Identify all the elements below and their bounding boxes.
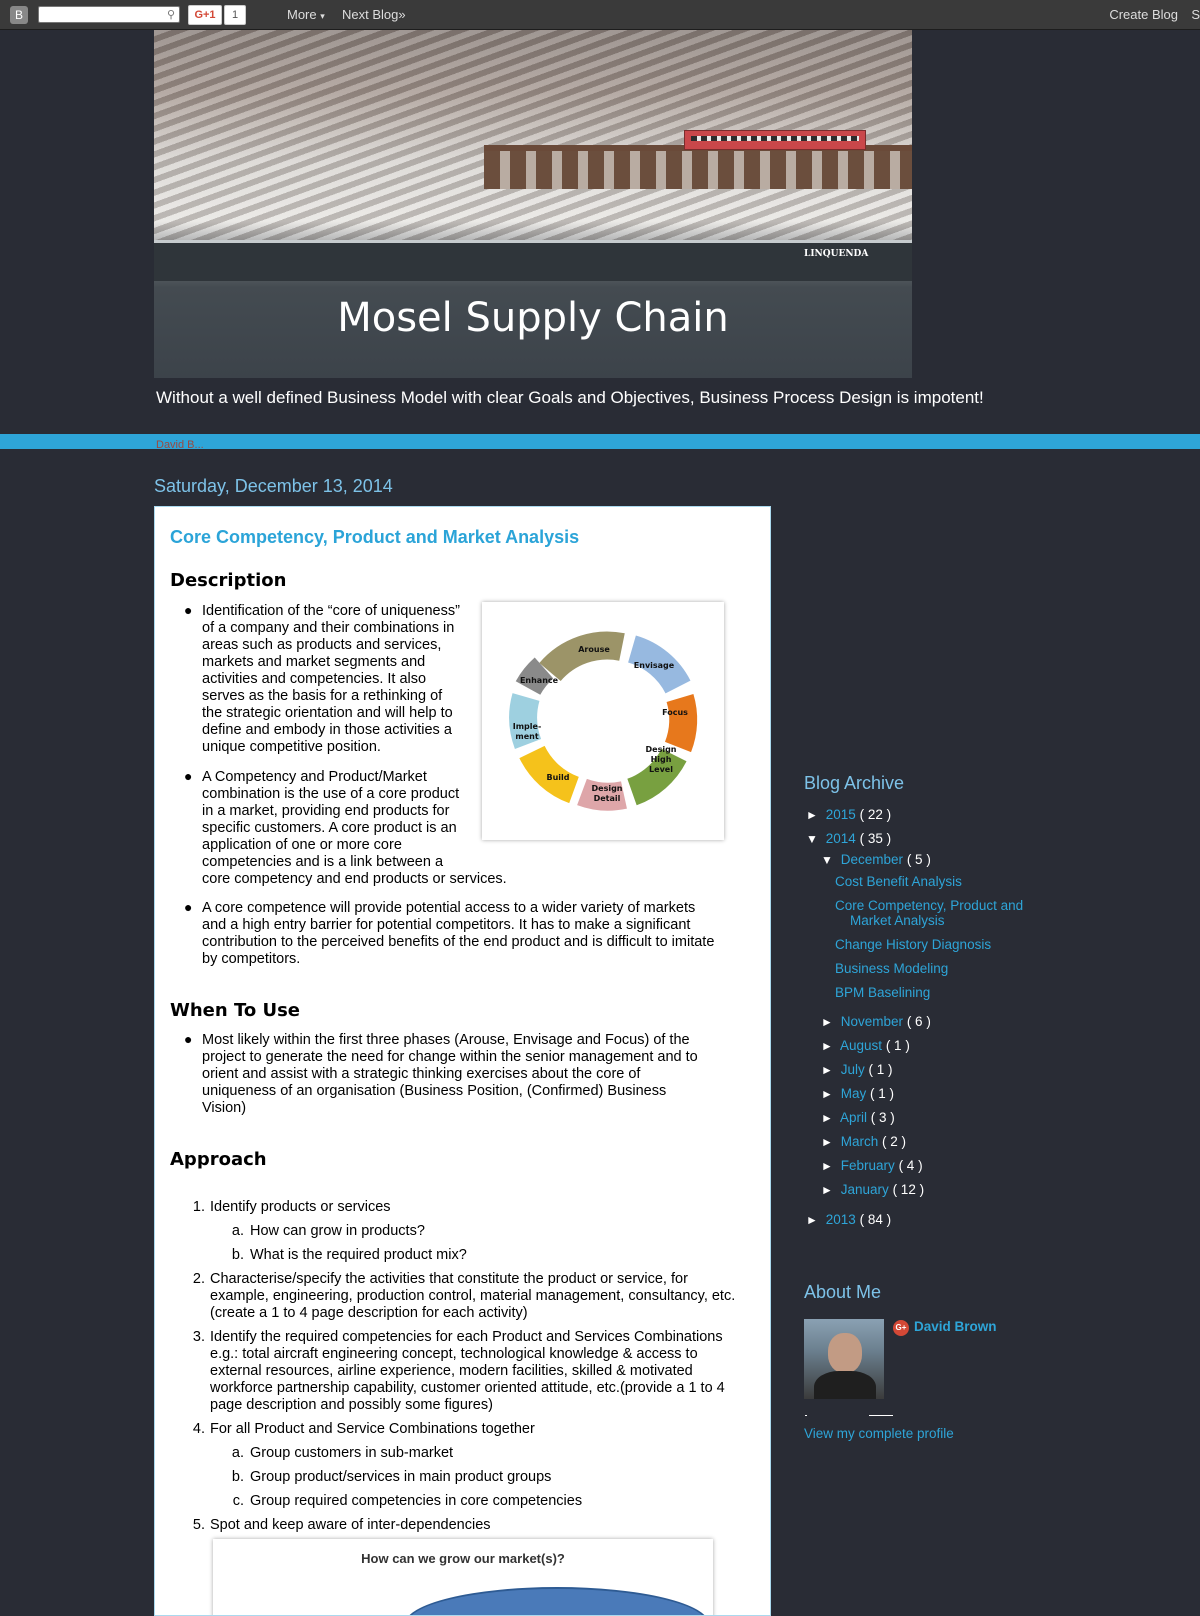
- month-link[interactable]: December: [840, 852, 904, 867]
- archive-post-link[interactable]: Core Competency, Product and Market Analysis: [835, 898, 1024, 928]
- archive-month-may[interactable]: [821, 1086, 894, 1101]
- archive-year-2013[interactable]: [806, 1212, 891, 1227]
- expand-toggle-icon[interactable]: ►: [821, 1063, 833, 1077]
- label-envisage: Envisage: [633, 661, 675, 670]
- post-count: ( 1 ): [868, 1062, 893, 1077]
- post-title[interactable]: Core Competency, Product and Market Analysis: [170, 527, 580, 547]
- heading-when-to-use: When To Use: [170, 1000, 301, 1021]
- about-me-heading: About Me: [804, 1282, 882, 1302]
- post-count: ( 5 ): [906, 852, 931, 867]
- collapse-toggle-icon[interactable]: ▼: [821, 853, 833, 867]
- archive-month-march[interactable]: [821, 1134, 906, 1149]
- label-implement: ment: [515, 732, 539, 741]
- list-letter: a.: [231, 1445, 244, 1461]
- month-link[interactable]: November: [840, 1014, 904, 1029]
- archive-month-february[interactable]: [821, 1158, 923, 1173]
- market-growth-diagram[interactable]: [213, 1539, 713, 1616]
- approach-item-3: Identify the required competencies for each Product and Services Combinations e.g.: total aircraft engineering concept, technological knowledge & access to external resources, airline experience, modern facilities, skilled & motivated workforce partnership capability, customer oriented attitude, etc.(provide a 1 to 4 page description and possibly some figures): [210, 1329, 725, 1413]
- post-count: ( 22 ): [859, 807, 892, 822]
- author-name-link[interactable]: David Brown: [914, 1319, 997, 1334]
- month-link[interactable]: August: [840, 1038, 883, 1053]
- archive-post-link[interactable]: Business Modeling: [835, 961, 949, 976]
- more-label: More: [287, 7, 317, 22]
- next-blog-link[interactable]: Next Blog»: [342, 7, 406, 22]
- expand-toggle-icon[interactable]: ►: [806, 1213, 818, 1227]
- label-build: Build: [546, 773, 570, 782]
- post-count: ( 1 ): [870, 1086, 895, 1101]
- approach-item-1a: How can grow in products?: [250, 1223, 425, 1239]
- archive-month-january[interactable]: [821, 1182, 924, 1197]
- archive-year-2015[interactable]: [806, 807, 891, 822]
- list-number: 4.: [192, 1421, 205, 1437]
- label-design-high-level: High: [650, 755, 672, 764]
- post-count: ( 6 ): [906, 1014, 931, 1029]
- blog-description: Without a well defined Business Model with clear Goals and Objectives, Business Process Design is impotent!: [156, 388, 984, 407]
- post-count: ( 12 ): [892, 1182, 925, 1197]
- search-input[interactable]: [38, 6, 180, 23]
- list-number: 5.: [192, 1517, 205, 1533]
- plus-count: 1: [224, 5, 246, 25]
- archive-month-april[interactable]: [821, 1110, 895, 1125]
- archive-month-december[interactable]: [821, 852, 931, 867]
- post-count: ( 4 ): [898, 1158, 923, 1173]
- approach-item-1: Identify products or services: [210, 1199, 391, 1215]
- list-letter: c.: [232, 1493, 244, 1509]
- archive-year-2014[interactable]: [806, 831, 891, 846]
- expand-toggle-icon[interactable]: ►: [821, 1015, 833, 1029]
- approach-item-4b: Group product/services in main product groups: [250, 1469, 552, 1485]
- build-arc: [532, 752, 574, 790]
- archive-post-link[interactable]: Change History Diagnosis: [835, 937, 992, 952]
- when-bullet-1: Most likely within the first three phases (Arouse, Envisage and Focus) of the project to generate the need for change within the senior management and to orient and assist with a strategic thinking exercises about the core of uniqueness of an organisation (Business Position, (Confirmed) Business Vision): [202, 1032, 698, 1116]
- google-plus-icon: G+: [893, 1320, 909, 1336]
- post-count: ( 35 ): [859, 831, 892, 846]
- label-focus: Focus: [662, 708, 688, 717]
- expand-toggle-icon[interactable]: ►: [821, 1111, 833, 1125]
- author-avatar[interactable]: [804, 1319, 884, 1399]
- list-letter: a.: [231, 1223, 244, 1239]
- tabs-band: [0, 434, 1200, 449]
- diagram-title: How can we grow our market(s)?: [361, 1551, 565, 1566]
- year-link[interactable]: 2014: [825, 831, 856, 846]
- archive-post-link[interactable]: Cost Benefit Analysis: [835, 874, 962, 889]
- bullet-icon: ●: [184, 768, 193, 784]
- band-author-snippet: David B...: [156, 439, 204, 449]
- bullet-icon: ●: [184, 1031, 193, 1047]
- list-number: 2.: [192, 1271, 205, 1287]
- description-bullet-1: Identification of the “core of uniqueness” of a company and their combinations in areas such as products and services, markets and market segments and activities and competencies. It also serves as the basis for a rethinking of the strategic orientation and will help to define and embody in those activities a unique competitive position.: [202, 603, 460, 755]
- bullet-icon: ●: [184, 899, 193, 915]
- month-link[interactable]: March: [840, 1134, 879, 1149]
- description-bullet-2: A Competency and Product/Market combination is the use of a core product in a market, providing end products for specific customers. A core product is an application of one or more core competencies and is a link between a core competency and end products or services.: [202, 769, 507, 887]
- approach-item-4: For all Product and Service Combinations together: [210, 1421, 535, 1437]
- description-bullet-3: A core competence will provide potential access to a wider variety of markets and a high entry barrier for potential competitors. It has to make a significant contribution to the perceived benefits of the end product and is difficult to imitate by competitors.: [202, 900, 715, 967]
- viaduct: [484, 145, 912, 189]
- expand-toggle-icon[interactable]: ►: [821, 1039, 833, 1053]
- post-count: ( 2 ): [882, 1134, 907, 1149]
- list-number: 1.: [192, 1199, 205, 1215]
- expand-toggle-icon[interactable]: ►: [821, 1183, 833, 1197]
- expand-toggle-icon[interactable]: ►: [821, 1135, 833, 1149]
- label-enhance: Enhance: [519, 676, 559, 685]
- year-link[interactable]: 2015: [825, 807, 856, 822]
- ship-name: LINQUENDA: [804, 249, 869, 259]
- label-design-high-level: Level: [649, 765, 673, 774]
- blog-title: Mosel Supply Chain: [337, 295, 729, 341]
- train: [684, 130, 866, 150]
- diagram-ellipse: [405, 1587, 709, 1616]
- archive-post-link[interactable]: BPM Baselining: [835, 985, 931, 1000]
- year-link[interactable]: 2013: [825, 1212, 856, 1227]
- label-design-detail: Detail: [593, 794, 621, 803]
- list-letter: b.: [231, 1247, 244, 1263]
- month-link[interactable]: April: [840, 1110, 868, 1125]
- heading-description: Description: [170, 570, 287, 591]
- expand-toggle-icon[interactable]: ►: [821, 1159, 833, 1173]
- month-link[interactable]: May: [840, 1086, 867, 1101]
- expand-toggle-icon[interactable]: ►: [806, 808, 818, 822]
- label-design-detail: Design: [591, 784, 623, 793]
- approach-item-4c: Group required competencies in core competencies: [250, 1493, 583, 1509]
- view-profile-link[interactable]: View my complete profile: [804, 1426, 954, 1441]
- post-count: ( 3 ): [870, 1110, 895, 1125]
- blogger-navbar: [0, 0, 1200, 30]
- heading-approach: Approach: [170, 1149, 267, 1170]
- archive-month-july[interactable]: [821, 1062, 893, 1077]
- blog-archive-heading: Blog Archive: [804, 773, 905, 793]
- label-implement: Imple-: [512, 722, 542, 731]
- create-blog-link[interactable]: Create Blog: [1109, 7, 1178, 22]
- more-menu[interactable]: [287, 7, 325, 22]
- label-design-high-level: Design: [645, 745, 677, 754]
- divider: [869, 1415, 893, 1416]
- approach-item-4a: Group customers in sub-market: [250, 1445, 454, 1461]
- label-arouse: Arouse: [578, 645, 610, 654]
- phase-cycle-diagram[interactable]: [482, 602, 724, 840]
- blogger-logo-icon[interactable]: B: [10, 6, 28, 24]
- header-image[interactable]: [154, 30, 912, 378]
- month-link[interactable]: February: [840, 1158, 895, 1173]
- gplus-button[interactable]: G+1: [188, 5, 222, 25]
- archive-month-august[interactable]: [821, 1038, 910, 1053]
- search-icon[interactable]: ⚲: [166, 9, 175, 21]
- cycle-svg: [482, 602, 724, 840]
- post-body: [154, 506, 771, 1616]
- archive-month-november[interactable]: [821, 1014, 931, 1029]
- list-letter: b.: [231, 1469, 244, 1485]
- post-count: ( 84 ): [859, 1212, 892, 1227]
- expand-toggle-icon[interactable]: ►: [821, 1087, 833, 1101]
- focus-arc: [678, 698, 683, 747]
- date-header: Saturday, December 13, 2014: [154, 476, 393, 496]
- approach-item-5: Spot and keep aware of inter-dependencies: [210, 1517, 491, 1533]
- collapse-toggle-icon[interactable]: ▼: [806, 832, 818, 846]
- post-count: ( 1 ): [885, 1038, 910, 1053]
- month-link[interactable]: July: [840, 1062, 865, 1077]
- approach-item-1b: What is the required product mix?: [250, 1247, 467, 1263]
- list-number: 3.: [192, 1329, 205, 1345]
- month-link[interactable]: January: [840, 1182, 889, 1197]
- bullet-icon: ●: [184, 602, 193, 618]
- barge: [154, 240, 912, 281]
- caret-down-icon: ▾: [320, 11, 325, 21]
- divider: [805, 1415, 807, 1416]
- sign-in-link[interactable]: S: [1191, 7, 1200, 22]
- approach-item-2: Characterise/specify the activities that constitute the product or service, for example, engineering, production control, material management, consultancy, etc. (create a 1 to 4 page description for each activity): [210, 1271, 736, 1321]
